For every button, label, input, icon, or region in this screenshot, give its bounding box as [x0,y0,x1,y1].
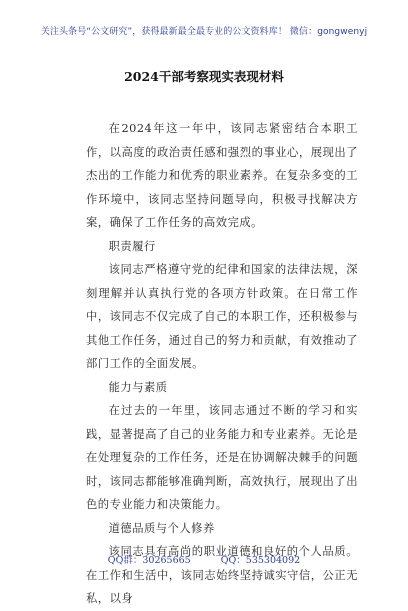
document-body [86,117,358,611]
section-heading-duties: 职责履行 [108,239,156,253]
section-heading-ethics: 道德品质与个人修养 [108,521,215,535]
footer-contact [0,552,408,566]
section-heading-ability: 能力与素质 [108,380,168,394]
footer-qq: QQ：535304092 [220,555,301,566]
paragraph-intro: 在2024年这一年中，该同志紧密结合本职工作，以高度的政治责任感和强烈的事业心，展现出了杰出的工作能力和优秀的职业素养。在复杂多变的工作环境中，该同志坚持问题导向，积极寻找解决方案，确保了工作任务的高效完成。 [86,122,358,229]
footer-qq-group: QQ群：30265665 [107,555,191,566]
paragraph-ability: 在过去的一年里，该同志通过不断的学习和实践，显著提高了自己的业务能力和专业素养。无论是在处理复杂的工作任务，还是在协调解决棘手的问题时，该同志都能够准确判断，高效执行，展现出了出色的专业能力和决策能力。 [86,404,358,511]
paragraph-ethics: 该同志具有高尚的职业道德和良好的个人品质。在工作和生活中，该同志始终坚持诚实守信，公正无私，以身 [86,545,358,605]
paragraph-duties: 该同志严格遵守党的纪律和国家的法律法规，深刻理解并认真执行党的各项方针政策。在日常工作中，该同志不仅完成了自己的本职工作，还积极参与其他工作任务，通过自己的努力和贡献，有效推动了部门工作的全面发展。 [86,263,358,370]
header-banner: 关注头条号“公文研究”，获得最新最全最专业的公文资料库！ 微信：gongwenyj [40,27,368,37]
document-title: 2024干部考察现实表现材料 [124,69,284,84]
